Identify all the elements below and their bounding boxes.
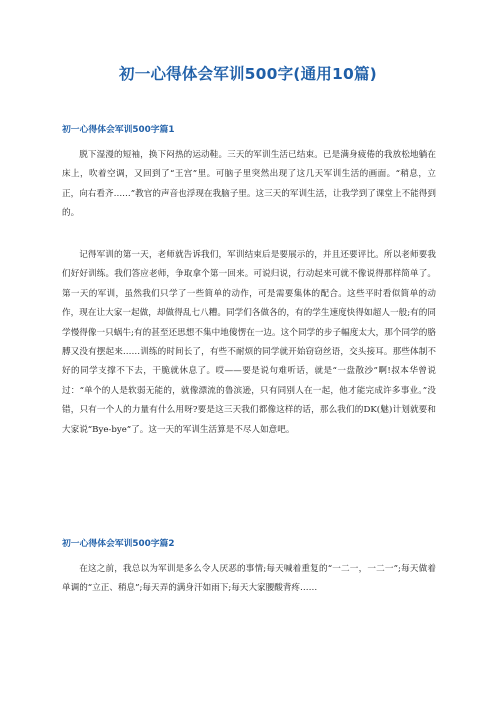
section-heading-1: 初一心得体会军训500字篇1 (62, 125, 175, 135)
document-title: 初一心得体会军训500字(通用10篇) (119, 65, 377, 83)
section-heading-2: 初一心得体会军训500字篇2 (62, 539, 175, 549)
paragraph: 记得军训的第一天，老师就告诉我们，军训结束后是要展示的，并且还要评比。所以老师要我们好好训练。我们答应老师，争取拿个第一回来。可说归说，行动起来可就不像说得那样简单了。第一天的军训，虽然我们只学了一些简单的动作，可是需要集体的配合。这些平时看似简单的动作，现在让大家一起做，却做得乱七八糟。同学们各做各的，有的学生速度快得如超人一般;有的同学慢得像一只蜗牛;有的甚至还思想不集中地傻愣在一边。这个同学的步子幅度太大，那个同学的胳膊又没有摆起来……训练的时间长了，有些不耐烦的同学就开始窃窃丝语，交头接耳。那些体制不好的同学支撑不下去，干脆就休息了。哎——要是说句难听话，就是“一盘散沙”啊!叔本华曾说过：“单个的人是软弱无能的，就像漂流的鲁滨逊，只有同别人在一起，他才能完成许多事业。”没错，只有一个人的力量有什么用呀?要是这三天我们都像这样的话，那么我们的DK(魅)计划就要和大家说“Bye-bye”了。这一天的军训生活算是不尽人如意吧。 (62, 250, 436, 435)
paragraph: 在这之前，我总以为军训是多么令人厌恶的事情;每天喊着重复的“一二一，一二一”;每天做着单调的“立正、稍息”;每天弄的满身汗如雨下;每天大家腰酸背疼…… (62, 564, 436, 594)
paragraph: 脱下湿漫的短袖，换下闷热的运动鞋。三天的军训生活已结束。已是满身疲倦的我放松地躺在床上，吹着空调，又回到了“王宫”里。可脑子里突然出现了这几天军训生活的画面。“稍息，立正，向右看齐……”教官的声音也浮现在我脑子里。这三天的军训生活，让我学到了课堂上不能得到的。 (62, 150, 436, 219)
